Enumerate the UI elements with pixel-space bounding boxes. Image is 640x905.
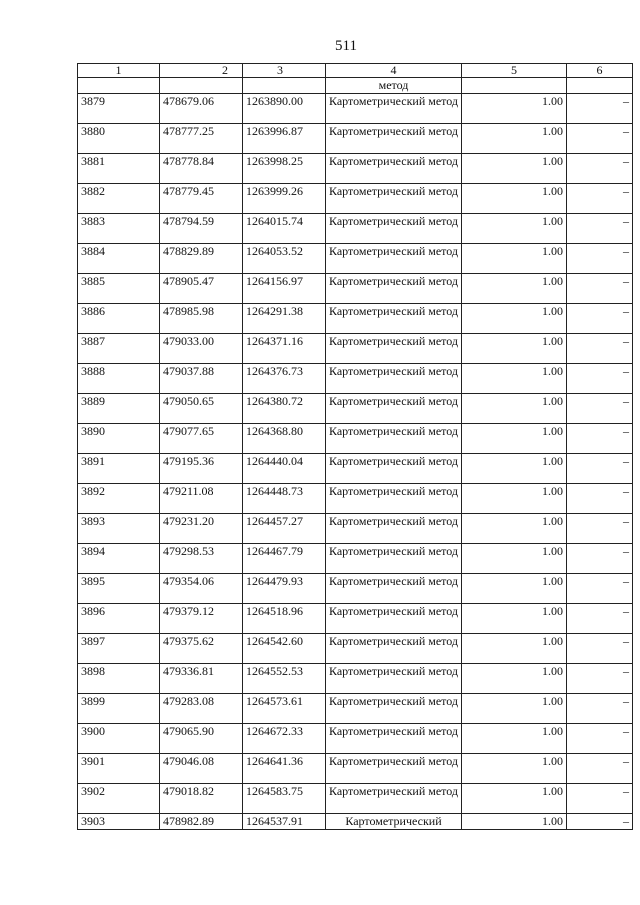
point-number-cell: 3887 — [78, 334, 160, 364]
x-coordinate-cell: 479046.08 — [160, 754, 243, 784]
point-number-cell: 3885 — [78, 274, 160, 304]
accuracy-cell: 1.00 — [462, 514, 567, 544]
note-cell: – — [567, 274, 633, 304]
accuracy-cell: 1.00 — [462, 634, 567, 664]
note-cell: – — [567, 214, 633, 244]
note-cell: – — [567, 814, 633, 830]
x-coordinate-cell: 479375.62 — [160, 634, 243, 664]
point-number-cell: 3897 — [78, 634, 160, 664]
method-cell: Картометрический метод — [326, 94, 462, 124]
x-coordinate-cell: 478905.47 — [160, 274, 243, 304]
x-coordinate-cell: 478778.84 — [160, 154, 243, 184]
accuracy-cell: 1.00 — [462, 154, 567, 184]
point-number-cell: 3898 — [78, 664, 160, 694]
note-cell: – — [567, 574, 633, 604]
table-row — [78, 634, 633, 664]
y-coordinate-cell: 1264518.96 — [243, 604, 326, 634]
method-cell: Картометрический метод — [326, 334, 462, 364]
y-coordinate-cell: 1264371.16 — [243, 334, 326, 364]
point-number-cell: 3879 — [78, 94, 160, 124]
note-cell: – — [567, 754, 633, 784]
table-row — [78, 424, 633, 454]
table-row — [78, 184, 633, 214]
x-coordinate-cell: 479037.88 — [160, 364, 243, 394]
point-number-cell: 3896 — [78, 604, 160, 634]
accuracy-cell: 1.00 — [462, 184, 567, 214]
method-cell: Картометрический метод — [326, 754, 462, 784]
table-row — [78, 304, 633, 334]
y-coordinate-cell: 1264291.38 — [243, 304, 326, 334]
y-coordinate-cell: 1264573.61 — [243, 694, 326, 724]
table-row — [78, 754, 633, 784]
x-coordinate-cell: 478829.89 — [160, 244, 243, 274]
column-header-4: 4 — [326, 64, 462, 78]
method-cell: Картометрический метод — [326, 514, 462, 544]
table-row — [78, 214, 633, 244]
table-row — [78, 724, 633, 754]
continuation-row — [78, 78, 633, 94]
table-row — [78, 94, 633, 124]
accuracy-cell: 1.00 — [462, 124, 567, 154]
note-cell: – — [567, 124, 633, 154]
method-cell: Картометрический метод — [326, 424, 462, 454]
note-cell: – — [567, 424, 633, 454]
x-coordinate-cell: 479379.12 — [160, 604, 243, 634]
table-row — [78, 154, 633, 184]
accuracy-cell: 1.00 — [462, 604, 567, 634]
table-row — [78, 364, 633, 394]
method-cell: Картометрический метод — [326, 604, 462, 634]
note-cell: – — [567, 484, 633, 514]
accuracy-cell: 1.00 — [462, 334, 567, 364]
method-cell: Картометрический метод — [326, 454, 462, 484]
accuracy-cell: 1.00 — [462, 484, 567, 514]
note-cell: – — [567, 334, 633, 364]
accuracy-cell: 1.00 — [462, 544, 567, 574]
empty-cell — [567, 78, 633, 94]
note-cell: – — [567, 544, 633, 574]
table-row — [78, 454, 633, 484]
note-cell: – — [567, 784, 633, 814]
accuracy-cell: 1.00 — [462, 394, 567, 424]
column-header-1: 1 — [78, 64, 160, 78]
coordinates-table — [77, 63, 633, 830]
method-cell: Картометрический метод — [326, 184, 462, 214]
method-cell: Картометрический метод — [326, 634, 462, 664]
note-cell: – — [567, 394, 633, 424]
point-number-cell: 3892 — [78, 484, 160, 514]
page-number: 511 — [335, 38, 357, 54]
method-cell: Картометрический — [326, 814, 462, 830]
column-header-2: 2 — [160, 64, 243, 78]
method-cell: Картометрический метод — [326, 694, 462, 724]
note-cell: – — [567, 244, 633, 274]
method-cell: Картометрический метод — [326, 214, 462, 244]
x-coordinate-cell: 478777.25 — [160, 124, 243, 154]
table-row — [78, 814, 633, 830]
accuracy-cell: 1.00 — [462, 814, 567, 830]
x-coordinate-cell: 479195.36 — [160, 454, 243, 484]
x-coordinate-cell: 479050.65 — [160, 394, 243, 424]
column-header-3: 3 — [243, 64, 326, 78]
y-coordinate-cell: 1263999.26 — [243, 184, 326, 214]
x-coordinate-cell: 479018.82 — [160, 784, 243, 814]
y-coordinate-cell: 1264479.93 — [243, 574, 326, 604]
table-row — [78, 514, 633, 544]
note-cell: – — [567, 664, 633, 694]
method-cell: Картометрический метод — [326, 304, 462, 334]
accuracy-cell: 1.00 — [462, 454, 567, 484]
note-cell: – — [567, 694, 633, 724]
point-number-cell: 3899 — [78, 694, 160, 724]
y-coordinate-cell: 1264537.91 — [243, 814, 326, 830]
x-coordinate-cell: 478794.59 — [160, 214, 243, 244]
table-row — [78, 334, 633, 364]
point-number-cell: 3894 — [78, 544, 160, 574]
accuracy-cell: 1.00 — [462, 694, 567, 724]
empty-cell — [243, 78, 326, 94]
x-coordinate-cell: 478982.89 — [160, 814, 243, 830]
point-number-cell: 3901 — [78, 754, 160, 784]
column-header-6: 6 — [567, 64, 633, 78]
table-row — [78, 484, 633, 514]
x-coordinate-cell: 478779.45 — [160, 184, 243, 214]
table-row — [78, 274, 633, 304]
method-cell: Картометрический метод — [326, 244, 462, 274]
accuracy-cell: 1.00 — [462, 94, 567, 124]
y-coordinate-cell: 1264583.75 — [243, 784, 326, 814]
y-coordinate-cell: 1263998.25 — [243, 154, 326, 184]
y-coordinate-cell: 1264380.72 — [243, 394, 326, 424]
x-coordinate-cell: 479298.53 — [160, 544, 243, 574]
x-coordinate-cell: 479077.65 — [160, 424, 243, 454]
x-coordinate-cell: 478985.98 — [160, 304, 243, 334]
accuracy-cell: 1.00 — [462, 724, 567, 754]
x-coordinate-cell: 479065.90 — [160, 724, 243, 754]
point-number-cell: 3888 — [78, 364, 160, 394]
empty-cell — [78, 78, 160, 94]
point-number-cell: 3884 — [78, 244, 160, 274]
accuracy-cell: 1.00 — [462, 304, 567, 334]
note-cell: – — [567, 94, 633, 124]
note-cell: – — [567, 454, 633, 484]
empty-cell — [160, 78, 243, 94]
point-number-cell: 3882 — [78, 184, 160, 214]
table-row — [78, 664, 633, 694]
y-coordinate-cell: 1264641.36 — [243, 754, 326, 784]
y-coordinate-cell: 1264672.33 — [243, 724, 326, 754]
method-cell: Картометрический метод — [326, 784, 462, 814]
note-cell: – — [567, 604, 633, 634]
note-cell: – — [567, 724, 633, 754]
table-row — [78, 784, 633, 814]
y-coordinate-cell: 1264368.80 — [243, 424, 326, 454]
y-coordinate-cell: 1264053.52 — [243, 244, 326, 274]
table-row — [78, 244, 633, 274]
point-number-cell: 3890 — [78, 424, 160, 454]
continuation-method-cell: метод — [326, 78, 462, 94]
method-cell: Картометрический метод — [326, 124, 462, 154]
point-number-cell: 3886 — [78, 304, 160, 334]
method-cell: Картометрический метод — [326, 484, 462, 514]
table-body — [78, 64, 633, 830]
table-row — [78, 544, 633, 574]
y-coordinate-cell: 1264457.27 — [243, 514, 326, 544]
y-coordinate-cell: 1264440.04 — [243, 454, 326, 484]
x-coordinate-cell: 479211.08 — [160, 484, 243, 514]
column-header-5: 5 — [462, 64, 567, 78]
note-cell: – — [567, 154, 633, 184]
y-coordinate-cell: 1264448.73 — [243, 484, 326, 514]
method-cell: Картометрический метод — [326, 274, 462, 304]
table-row — [78, 604, 633, 634]
x-coordinate-cell: 479231.20 — [160, 514, 243, 544]
table-row — [78, 574, 633, 604]
note-cell: – — [567, 514, 633, 544]
method-cell: Картометрический метод — [326, 154, 462, 184]
x-coordinate-cell: 479033.00 — [160, 334, 243, 364]
note-cell: – — [567, 184, 633, 214]
point-number-cell: 3900 — [78, 724, 160, 754]
note-cell: – — [567, 364, 633, 394]
point-number-cell: 3883 — [78, 214, 160, 244]
point-number-cell: 3891 — [78, 454, 160, 484]
y-coordinate-cell: 1264467.79 — [243, 544, 326, 574]
y-coordinate-cell: 1264156.97 — [243, 274, 326, 304]
header-row — [78, 64, 633, 78]
method-cell: Картометрический метод — [326, 364, 462, 394]
point-number-cell: 3895 — [78, 574, 160, 604]
note-cell: – — [567, 634, 633, 664]
method-cell: Картометрический метод — [326, 724, 462, 754]
method-cell: Картометрический метод — [326, 664, 462, 694]
point-number-cell: 3902 — [78, 784, 160, 814]
y-coordinate-cell: 1264015.74 — [243, 214, 326, 244]
y-coordinate-cell: 1263890.00 — [243, 94, 326, 124]
table-row — [78, 124, 633, 154]
accuracy-cell: 1.00 — [462, 274, 567, 304]
empty-cell — [462, 78, 567, 94]
table-row — [78, 394, 633, 424]
y-coordinate-cell: 1264552.53 — [243, 664, 326, 694]
y-coordinate-cell: 1263996.87 — [243, 124, 326, 154]
point-number-cell: 3903 — [78, 814, 160, 830]
point-number-cell: 3889 — [78, 394, 160, 424]
accuracy-cell: 1.00 — [462, 424, 567, 454]
point-number-cell: 3880 — [78, 124, 160, 154]
x-coordinate-cell: 479336.81 — [160, 664, 243, 694]
accuracy-cell: 1.00 — [462, 664, 567, 694]
point-number-cell: 3893 — [78, 514, 160, 544]
point-number-cell: 3881 — [78, 154, 160, 184]
x-coordinate-cell: 479283.08 — [160, 694, 243, 724]
method-cell: Картометрический метод — [326, 394, 462, 424]
method-cell: Картометрический метод — [326, 544, 462, 574]
accuracy-cell: 1.00 — [462, 784, 567, 814]
table-row — [78, 694, 633, 724]
method-cell: Картометрический метод — [326, 574, 462, 604]
y-coordinate-cell: 1264542.60 — [243, 634, 326, 664]
accuracy-cell: 1.00 — [462, 244, 567, 274]
accuracy-cell: 1.00 — [462, 574, 567, 604]
y-coordinate-cell: 1264376.73 — [243, 364, 326, 394]
accuracy-cell: 1.00 — [462, 364, 567, 394]
x-coordinate-cell: 479354.06 — [160, 574, 243, 604]
accuracy-cell: 1.00 — [462, 214, 567, 244]
x-coordinate-cell: 478679.06 — [160, 94, 243, 124]
note-cell: – — [567, 304, 633, 334]
accuracy-cell: 1.00 — [462, 754, 567, 784]
